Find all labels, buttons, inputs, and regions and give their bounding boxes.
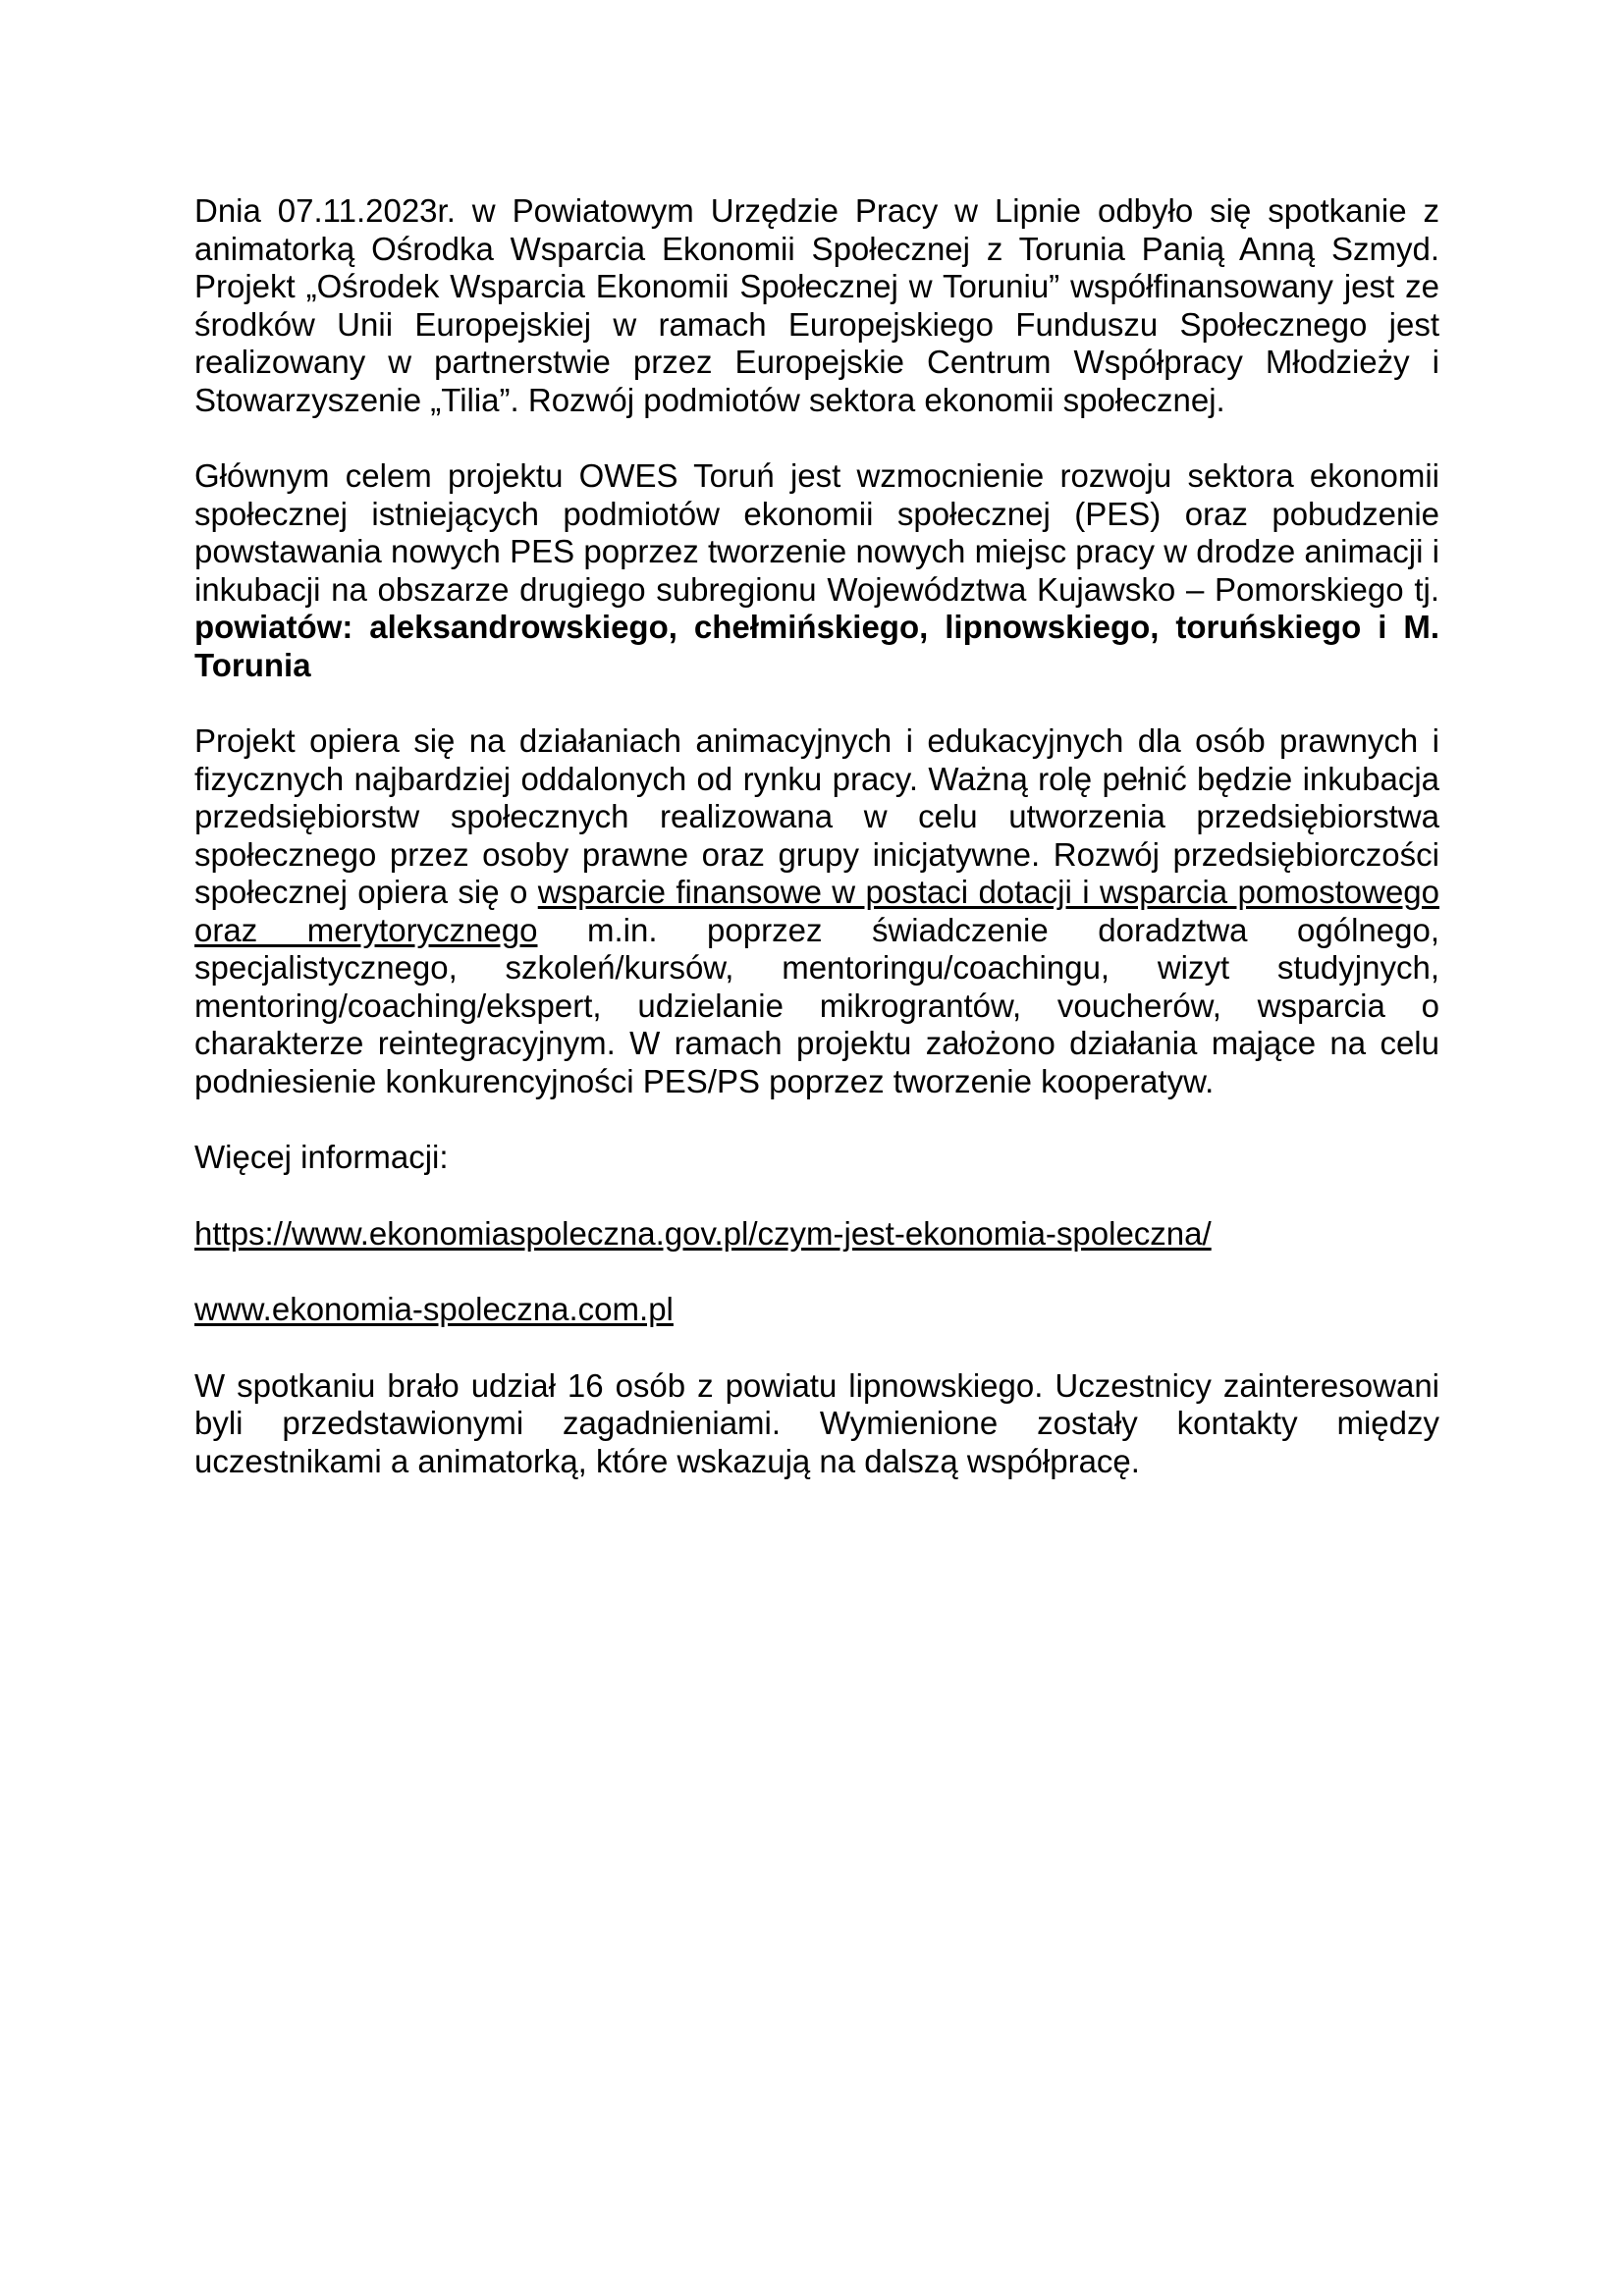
intro-paragraph [194,192,1439,419]
meeting-summary-text: W spotkaniu brało udział 16 osób z powiatu lipnowskiego. Uczestnicy zainteresowani byli przedstawionymi zagadnieniami. Wymienione zostały kontakty między uczestnikami a animatorką, które wskazują na dalszą współpracę. [194,1366,1439,1479]
project-description-text-continued: m.in. poprzez świadczenie doradztwa ogólnego, specjalistycznego, szkoleń/kursów, mentoringu/coachingu, wizyt studyjnych, mentoring/coaching/ekspert, udzielanie mikrograntów, voucherów, wsparcia o charakterze reintegracyjnym. W ramach projektu założono działania mające na celu podniesienie konkurencyjności PES/PS poprzez tworzenie kooperatyw. [194,911,1439,1099]
project-description-paragraph [194,722,1439,1100]
ekonomia-spoleczna-com-link[interactable]: www.ekonomia-spoleczna.com.pl [194,1291,674,1327]
ekonomiaspoleczna-gov-link[interactable]: https://www.ekonomiaspoleczna.gov.pl/czym-jest-ekonomia-spoleczna/ [194,1214,1212,1252]
financial-support-underlined: wsparcie finansowe w postaci dotacji i wsparcia pomostowego oraz merytorycznego [194,874,1439,948]
project-goal-text: Głównym celem projektu OWES Toruń jest wzmocnienie rozwoju sektora ekonomii społecznej istniejących podmiotów ekonomii społecznej (PES) oraz pobudzenie powstawania nowych PES poprzez tworzenie nowych miejsc pracy w drodze animacji i inkubacji na obszarze drugiego subregionu Województwa Kujawsko – Pomorskiego tj. [194,457,1439,608]
project-goal-paragraph [194,457,1439,684]
link-row-1 [194,1215,1439,1254]
intro-paragraph-text: Dnia 07.11.2023r. w Powiatowym Urzędzie Pracy w Lipnie odbyło się spotkanie z animatorką Ośrodka Wsparcia Ekonomii Społecznej z Torunia Panią Anną Szmyd. Projekt „Ośrodek Wsparcia Ekonomii Społecznej w Toruniu” współfinansowany jest ze środków Unii Europejskiej w ramach Europejskiego Funduszu Społecznego jest realizowany w partnerstwie przez Europejskie Centrum Współpracy Młodzieży i Stowarzyszenie „Tilia”. Rozwój podmiotów sektora ekonomii społecznej. [194,192,1439,418]
more-info-label: Więcej informacji: [194,1139,449,1175]
meeting-summary-paragraph [194,1367,1439,1481]
document-page [194,192,1439,1519]
link-row-2 [194,1291,1439,1329]
project-description-text: Projekt opiera się na działaniach animacyjnych i edukacyjnych dla osób prawnych i fizycznych najbardziej oddalonych od rynku pracy. Ważną rolę pełnić będzie inkubacja przedsiębiorstw społecznych realizowana w celu utworzenia przedsiębiorstwa społecznego przez osoby prawne oraz grupy inicjatywne. Rozwój przedsiębiorczości społecznej opiera się o [194,722,1439,910]
project-goal-districts: powiatów: aleksandrowskiego, chełmińskiego, lipnowskiego, toruńskiego i M. Torunia [194,609,1439,683]
